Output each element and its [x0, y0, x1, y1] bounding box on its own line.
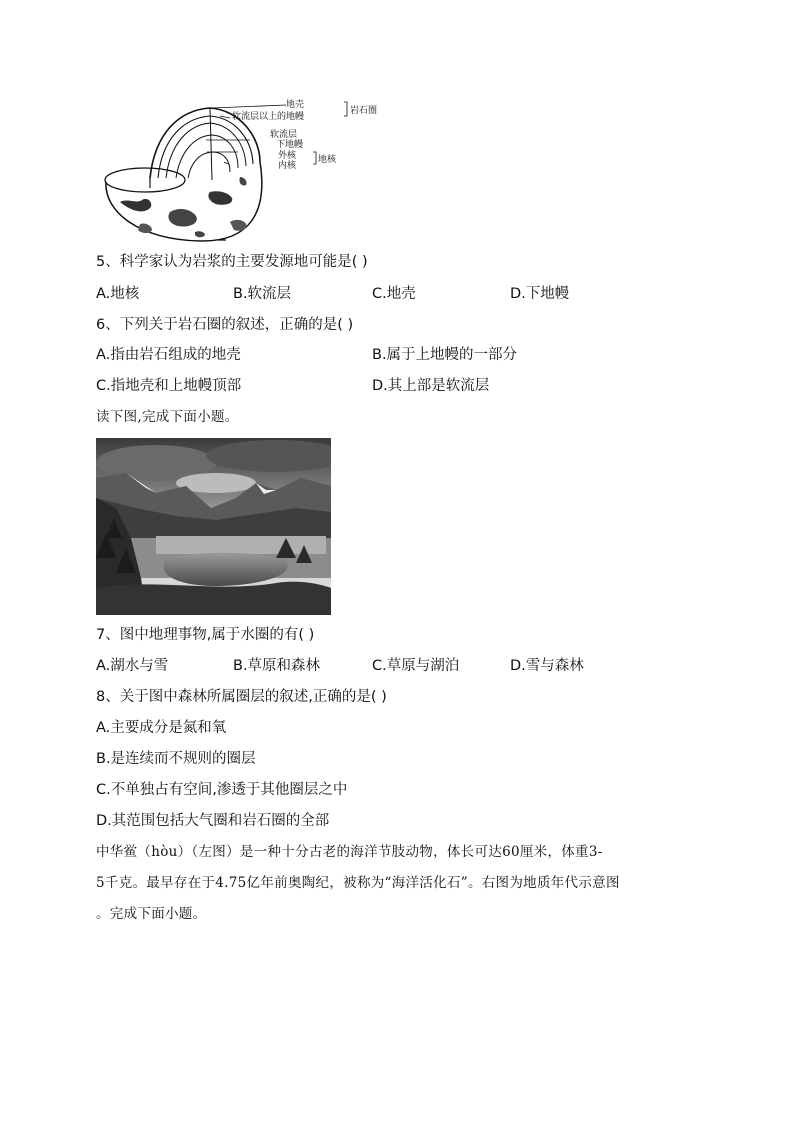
- landscape-photo: [96, 438, 331, 615]
- q6-option-c: C.指地壳和上地幔顶部: [96, 378, 242, 394]
- q5-option-b: B.软流层: [233, 286, 292, 302]
- q5-option-c: C.地壳: [372, 286, 416, 302]
- q5-option-d: D.下地幔: [510, 286, 570, 302]
- label-inner-core: 内核: [278, 161, 297, 171]
- label-crust: 地壳: [286, 100, 305, 110]
- label-outer-core: 外核: [278, 151, 297, 161]
- q7-option-b: B.草原和森林: [233, 658, 321, 674]
- q6-option-b: B.属于上地幔的一部分: [372, 347, 518, 363]
- q7-option-c: C.草原与湖泊: [372, 658, 460, 674]
- label-core: 地核: [318, 155, 337, 165]
- q8-option-a: A.主要成分是氮和氧: [96, 720, 227, 736]
- q5-option-a: A.地核: [96, 286, 140, 302]
- q6-option-a: A.指由岩石组成的地壳: [96, 347, 241, 363]
- q6-option-d: D.其上部是软流层: [372, 378, 490, 394]
- label-asthenosphere: 软流层: [270, 130, 298, 140]
- q6-stem: 6、下列关于岩石圈的叙述，正确的是( ): [96, 317, 354, 333]
- q8-option-c: C.不单独占有空间,渗透于其他圈层之中: [96, 782, 348, 798]
- earth-structure-figure: [100, 92, 390, 242]
- horseshoe-crab-intro-line1: 中华鲎（hòu）（左图）是一种十分古老的海洋节肢动物，体长可达60厘米，体重3-: [96, 844, 603, 860]
- q7-option-d: D.雪与森林: [510, 658, 584, 674]
- q8-option-b: B.是连续而不规则的圈层: [96, 751, 256, 767]
- mountain-lake-image: [96, 438, 331, 615]
- label-upper-mantle: 软流层以上的地幔: [232, 112, 305, 122]
- q5-stem: 5、科学家认为岩浆的主要发源地可能是( ): [96, 254, 368, 270]
- q7-stem: 7、图中地理事物,属于水圈的有( ): [96, 627, 315, 643]
- horseshoe-crab-intro-line3: 。完成下面小题。: [96, 906, 207, 922]
- q8-option-d: D.其范围包括大气圈和岩石圈的全部: [96, 813, 330, 829]
- label-lithosphere: 岩石圈: [350, 106, 378, 116]
- horseshoe-crab-intro-line2: 5千克。最早存在于4.75亿年前奥陶纪，被称为“海洋活化石”。右图为地质年代示意图: [96, 875, 620, 891]
- read-figure-intro: 读下图,完成下面小题。: [96, 409, 239, 425]
- q7-option-a: A.湖水与雪: [96, 658, 169, 674]
- q8-stem: 8、关于图中森林所属圈层的叙述,正确的是( ): [96, 689, 387, 705]
- label-lower-mantle: 下地幔: [276, 140, 304, 150]
